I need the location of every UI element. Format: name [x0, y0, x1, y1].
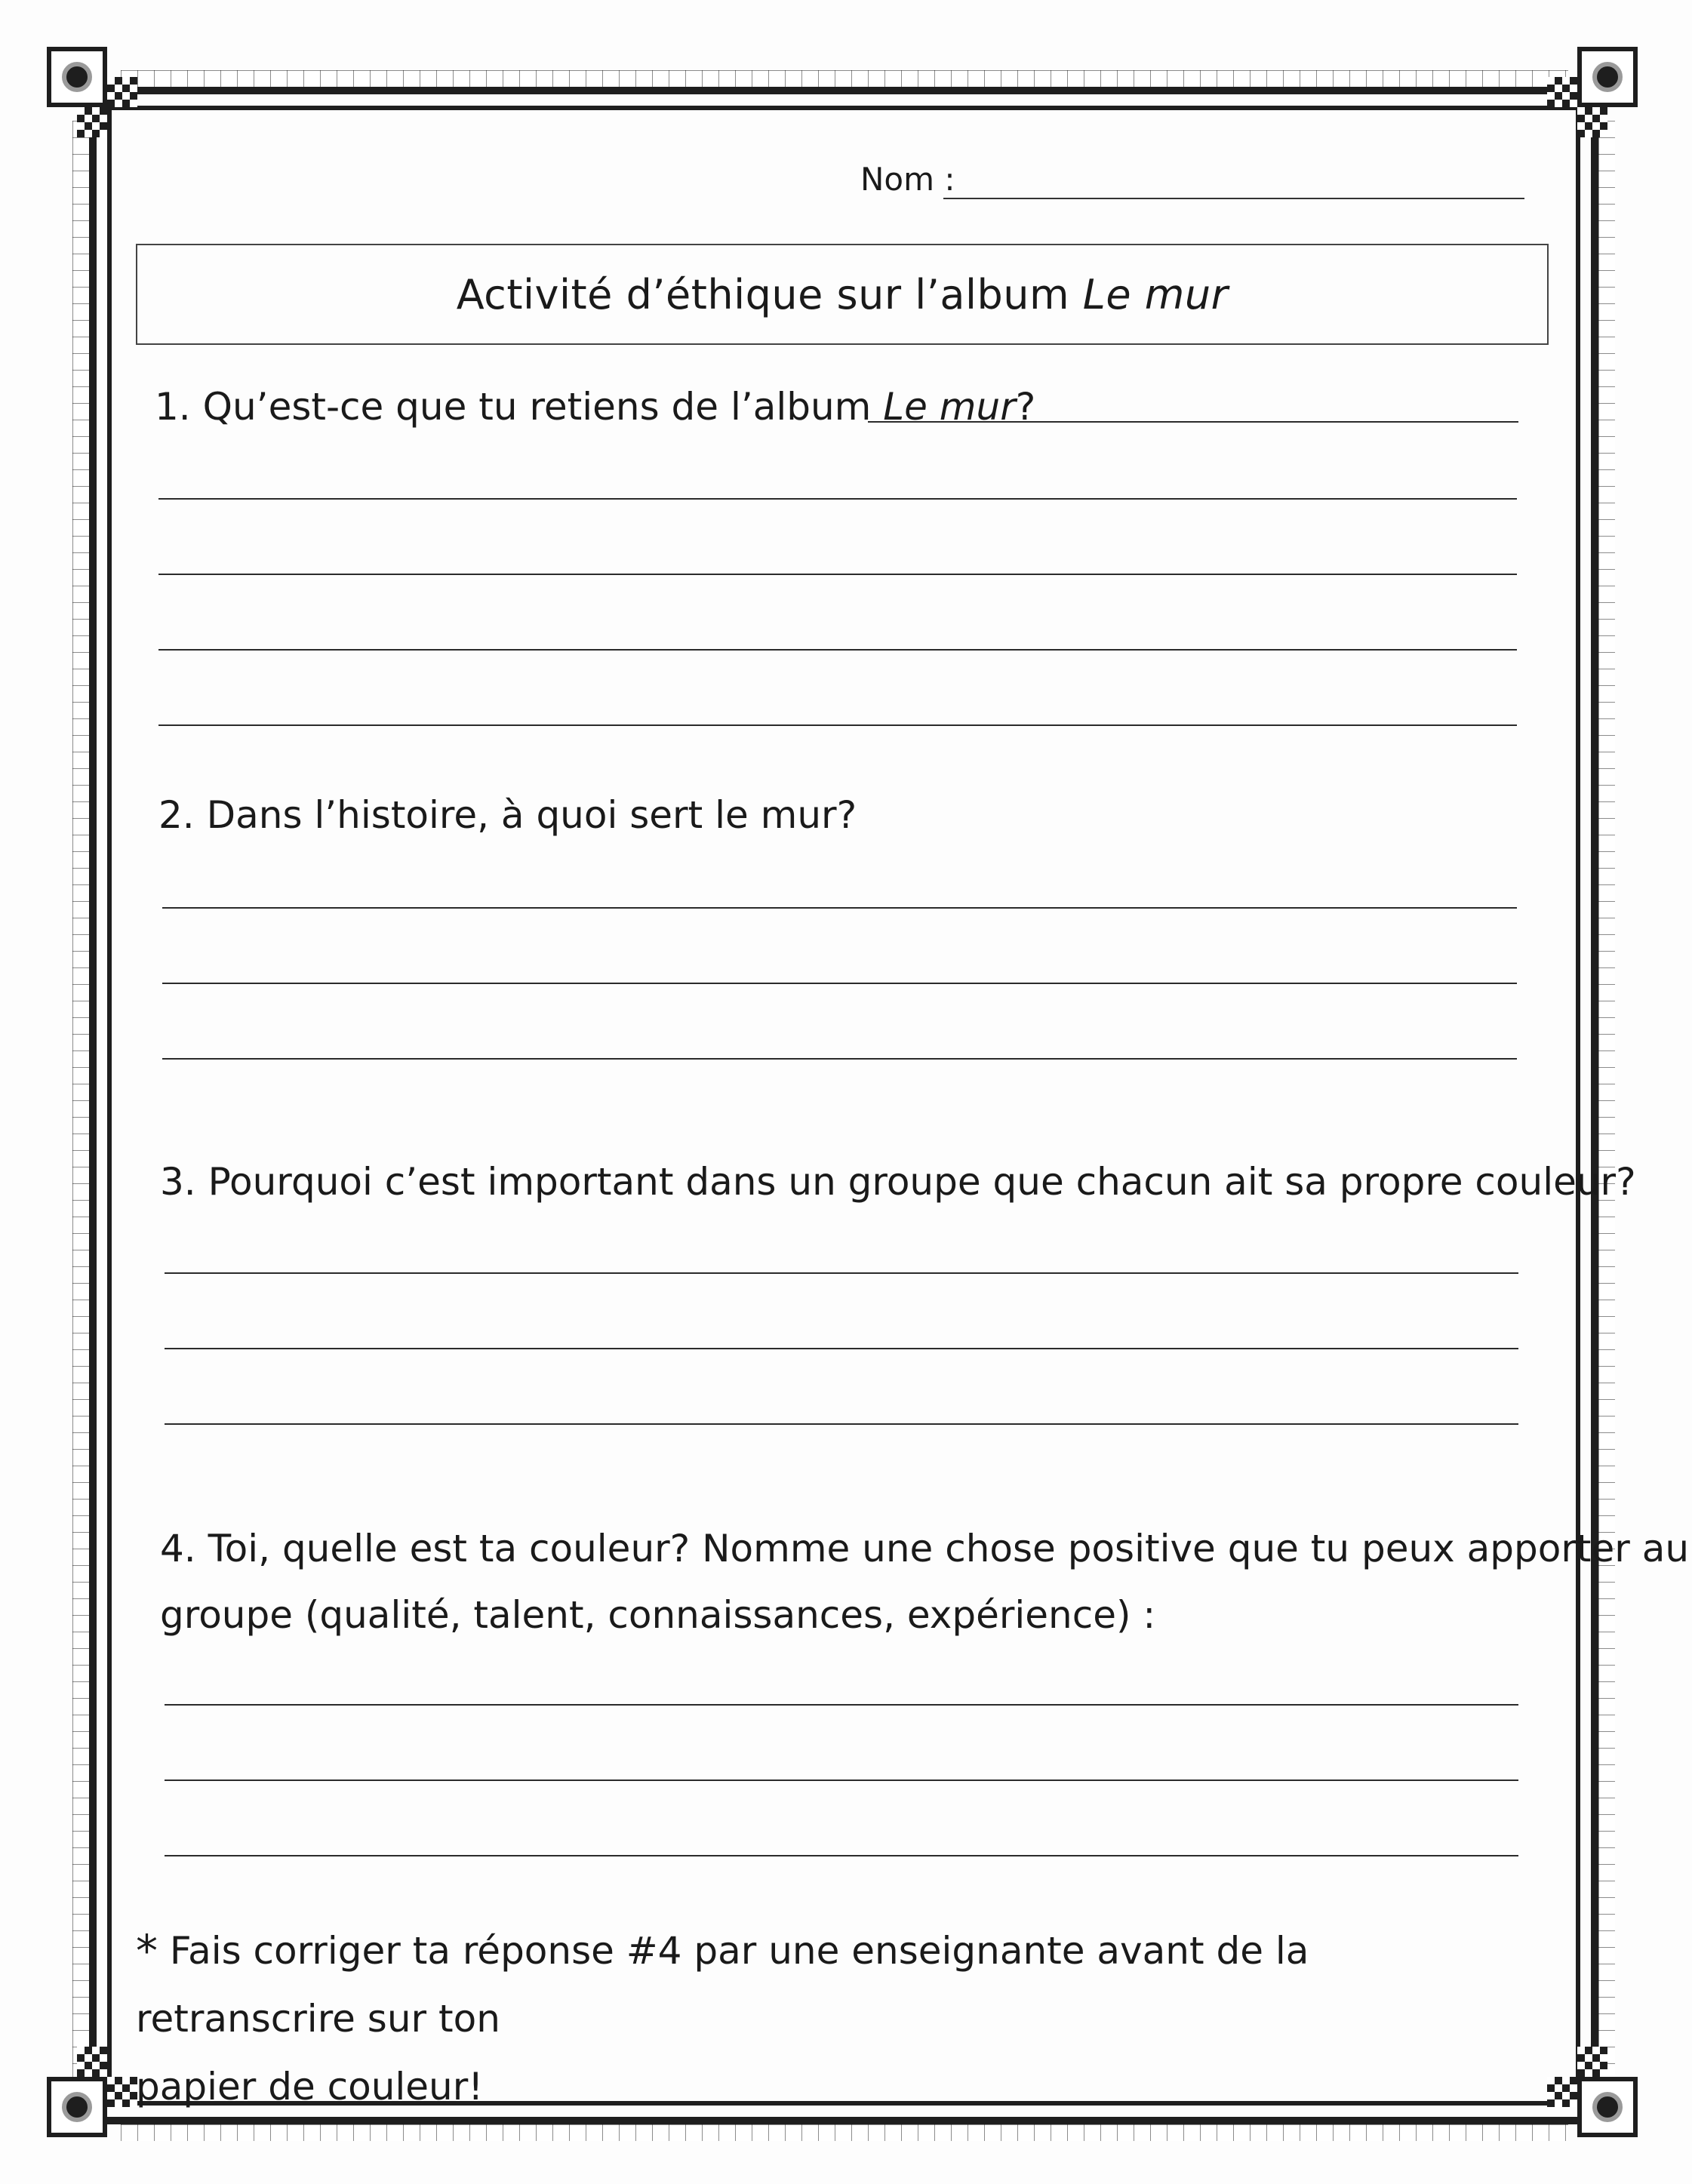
answer-line[interactable] — [158, 574, 1517, 575]
name-field[interactable] — [860, 158, 1524, 204]
answer-line[interactable] — [162, 907, 1517, 909]
question-2 — [158, 782, 857, 848]
title-book: Le mur — [1082, 270, 1229, 318]
border-tiles-bottom — [121, 2124, 1568, 2141]
question-3 — [160, 1149, 1636, 1215]
name-write-line[interactable] — [943, 198, 1524, 199]
border-tiles-top — [121, 70, 1568, 87]
corner-ornament-top-right — [1577, 47, 1645, 115]
corner-ornament-bottom-left — [47, 2077, 115, 2145]
answer-line[interactable] — [162, 983, 1517, 984]
title-prefix: Activité d’éthique sur l’album — [456, 270, 1083, 318]
border-tiles-right — [1598, 121, 1615, 2090]
answer-line[interactable] — [158, 498, 1517, 500]
answer-line[interactable] — [158, 649, 1517, 651]
answer-line[interactable] — [165, 1779, 1518, 1781]
answer-line[interactable] — [158, 724, 1517, 726]
corner-ornament-top-left — [47, 47, 115, 115]
corner-ornament-bottom-right — [1577, 2077, 1645, 2145]
answer-line[interactable] — [165, 1272, 1518, 1274]
name-label: Nom : — [860, 161, 955, 198]
note-line1: Fais corriger ta réponse #4 par une enseignante avant de la retranscrire sur ton — [136, 1929, 1309, 2041]
question-text-line1: Toi, quelle est ta couleur? Nomme une chose positive que tu peux apporter au — [208, 1527, 1690, 1570]
answer-line[interactable] — [868, 421, 1518, 423]
asterisk-icon: * — [136, 1925, 158, 1976]
answer-line[interactable] — [162, 1058, 1517, 1060]
question-text: Dans l’histoire, à quoi sert le mur? — [206, 793, 857, 837]
answer-line[interactable] — [165, 1704, 1518, 1706]
answer-line[interactable] — [165, 1348, 1518, 1349]
question-text: Pourquoi c’est important dans un groupe que chacun ait sa propre couleur? — [208, 1160, 1636, 1204]
question-book: Le mur — [883, 385, 1016, 429]
border-tiles-left — [72, 121, 89, 2090]
question-text: Qu’est-ce que tu retiens de l’album — [202, 385, 884, 429]
page-title — [457, 271, 1229, 318]
question-text-end: ? — [1015, 385, 1036, 429]
note-line2: papier de couleur! — [136, 2065, 484, 2109]
question-text-line2: groupe (qualité, talent, connaissances, expérience) : — [160, 1593, 1156, 1637]
answer-line[interactable] — [165, 1423, 1518, 1425]
question-number: 1. — [155, 385, 191, 429]
question-1 — [155, 374, 1035, 440]
question-number: 3. — [160, 1160, 196, 1204]
teacher-note — [136, 1917, 1540, 2121]
question-number: 2. — [158, 793, 195, 837]
title-box — [136, 244, 1549, 345]
question-4 — [160, 1515, 1689, 1648]
answer-line[interactable] — [165, 1855, 1518, 1856]
question-number: 4. — [160, 1527, 196, 1570]
